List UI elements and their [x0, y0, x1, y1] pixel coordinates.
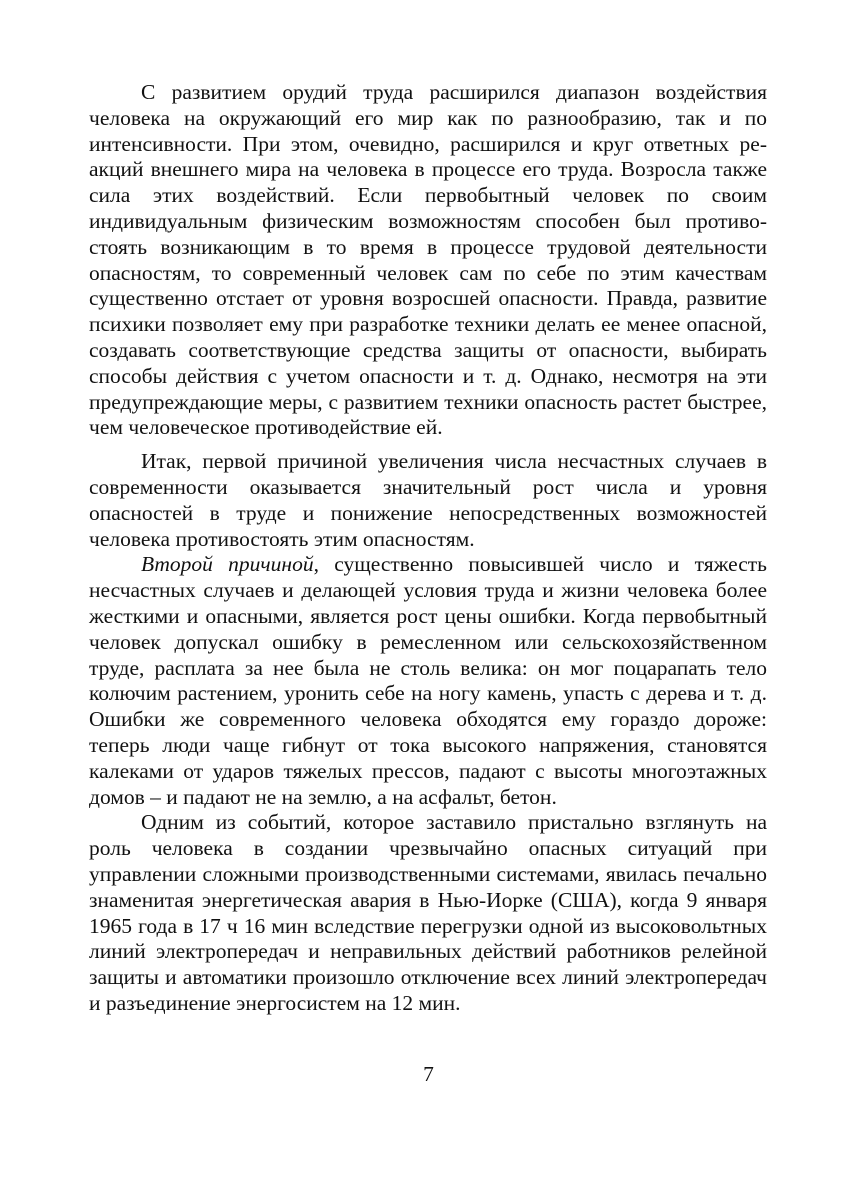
- paragraph-3-text: , существенно повысившей число и тяжесть несчастных случаев и делающей условия труда и жизни человека более жесткими и опасными, является рост цены ошибки. Когда первобытный человек допускал ошибку в ремесленном или сельскохозяйственном труде, расплата за нее была не столь велика: он мог поцарапать тело колючим растением, уронить себе на ногу камень, упасть с дерева и т. д. Ошибки же современного человека обходятся ему гораздо дороже: теперь люди чаще гибнут от тока высокого напряжения, становятся калеками от ударов тяжелых прессов, падают с высоты многоэтажных домов – и падают не на землю, а на асфальт, бетон.: [89, 552, 767, 809]
- page-body: [89, 80, 767, 1017]
- paragraph-4: Одним из событий, которое заставило пристально взглянуть на роль человека в создании чрезвычайно опасных ситуаций при управлении сложными производственными системами, явилась печально знаменитая энергетическая авария в Нью-Иорке (США), когда 9 января 1965 года в 17 ч 16 мин вследствие перегрузки одной из высоковольтных линий электропередач и неправильных действий работников релейной защиты и автоматики произошло отключение всех линий электропередач и разъединение энергосистем на 12 мин.: [89, 810, 767, 1015]
- emphasis-second-reason: Второй причиной: [141, 552, 314, 577]
- page-number: 7: [423, 1062, 434, 1086]
- paragraph-3: [89, 552, 767, 810]
- paragraph-1: С развитием орудий труда расширился диапазон воздействия человека на окружающий его мир как по разнообразию, так и по интенсивности. При этом, очевидно, расширился и круг ответных реакций внешнего мира на человека в процессе его труда. Возросла также сила этих воздействий. Если первобытный человек по своим индивидуальным физическим возможностям способен был противостоять возникающим в то время в процессе трудовой деятельности опасностям, то современный человек сам по себе по этим качествам существенно отстает от уровня возросшей опасности. Правда, развитие психики позволяет ему при разработке техники делать ее менее опасной, создавать соответствующие средства защиты от опасности, выбирать способы действия с учетом опасности и т. д. Однако, несмотря на эти предупреждающие меры, с развитием техники опасность растет быстрее, чем человеческое противодействие ей.: [89, 80, 767, 440]
- paragraph-2: Итак, первой причиной увеличения числа несчастных случаев в современности оказывается значительный рост числа и уровня опасностей в труде и понижение непосредственных возможностей человека противостоять этим опасностям.: [89, 449, 767, 551]
